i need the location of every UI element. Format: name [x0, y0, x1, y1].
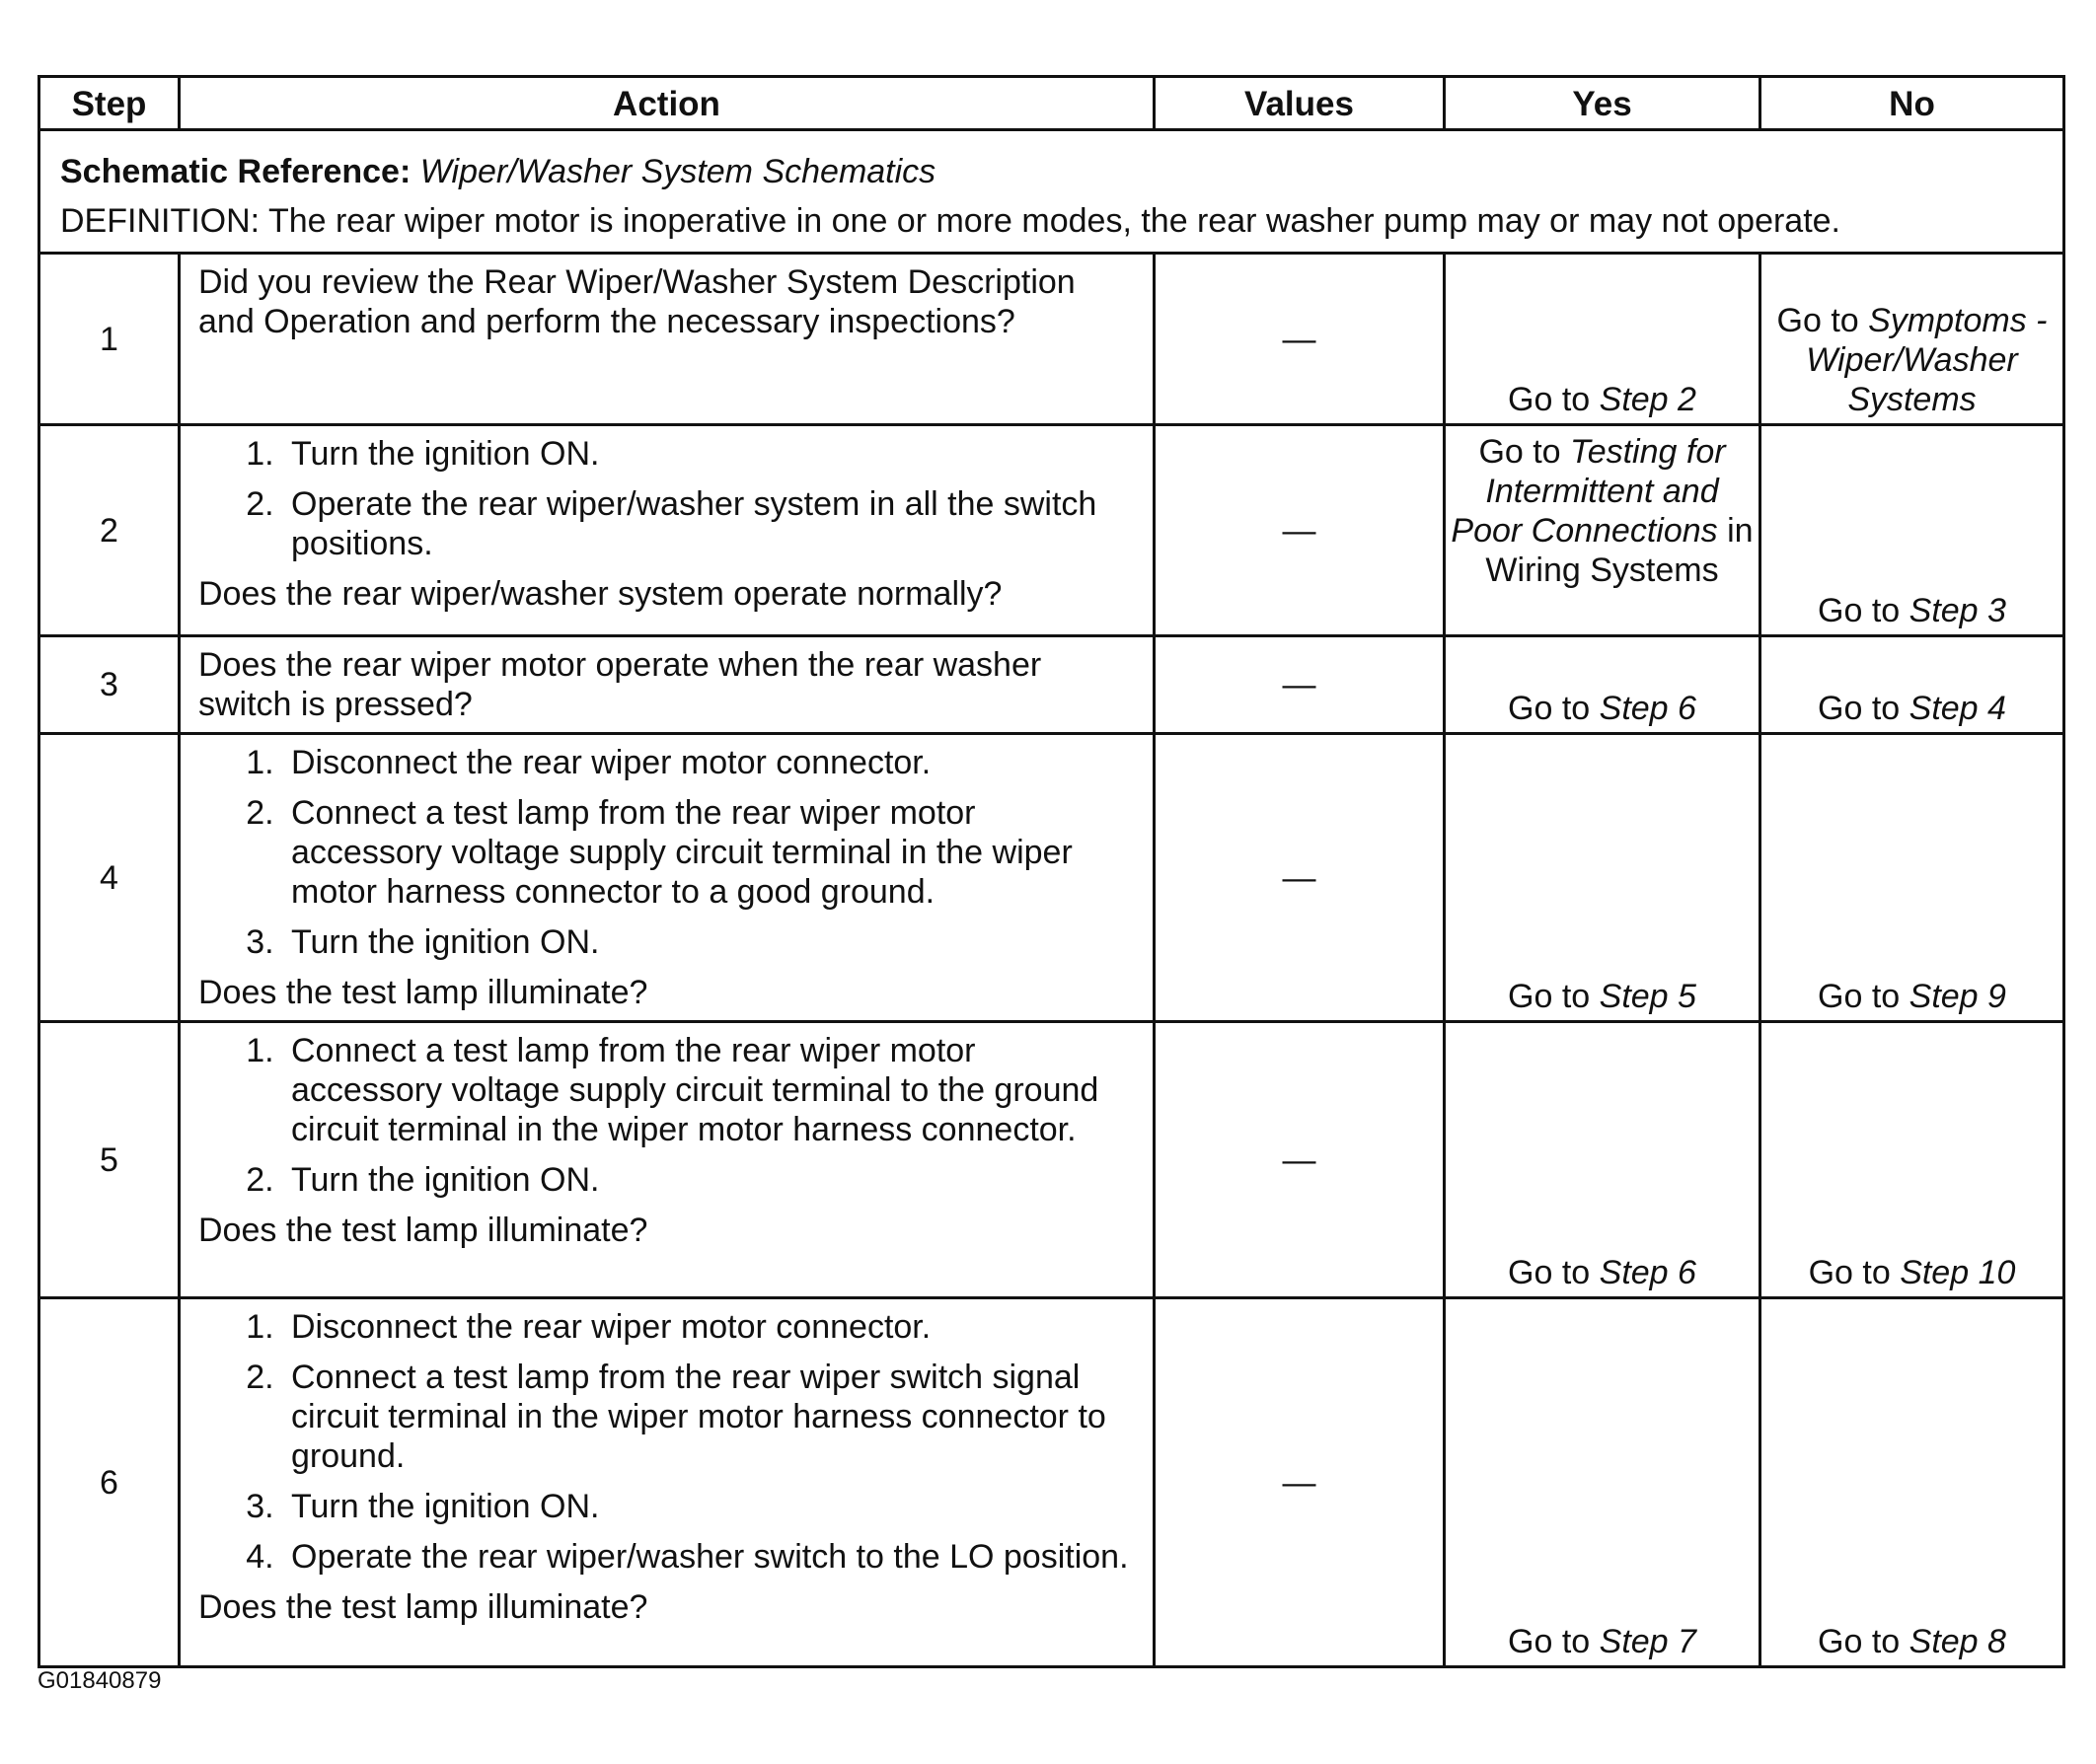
schematic-link[interactable]: Wiper/Washer System Schematics [419, 153, 936, 190]
action-cell [180, 1298, 1155, 1667]
no-prefix: Go to [1808, 1254, 1901, 1291]
table-row [39, 734, 2064, 1022]
no-cell [1760, 1298, 2064, 1667]
no-cell [1760, 425, 2064, 636]
action-cell [180, 734, 1155, 1022]
no-cell [1760, 734, 2064, 1022]
yes-mid: in [1717, 512, 1754, 550]
value-cell: — [1155, 254, 1445, 425]
action-list [198, 1031, 1135, 1200]
yes-cell [1445, 734, 1760, 1022]
action-item: 1. Disconnect the rear wiper motor connector. [283, 1307, 1135, 1347]
no-link[interactable]: Step 4 [1909, 690, 2006, 727]
yes-link[interactable]: Testing for Intermittent and Poor Connections [1451, 433, 1726, 550]
definition [60, 198, 2043, 244]
no-link[interactable]: Symptoms - Wiper/Washer Systems [1806, 302, 2048, 418]
table-row [39, 1298, 2064, 1667]
action-list [198, 1307, 1135, 1577]
action-item: 3. Turn the ignition ON. [283, 1487, 1135, 1526]
step-number: 3 [39, 636, 180, 734]
yes-link[interactable]: Step 7 [1599, 1623, 1696, 1660]
step-question: Did you review the Rear Wiper/Washer System Description and Operation and perform the necessary inspections? [198, 263, 1076, 340]
step-number: 5 [39, 1022, 180, 1298]
action-cell [180, 636, 1155, 734]
header-action: Action [180, 77, 1155, 130]
action-item: 4. Operate the rear wiper/washer switch to the LO position. [283, 1537, 1135, 1577]
yes-prefix: Go to [1478, 433, 1571, 471]
no-link[interactable]: Step 9 [1909, 978, 2006, 1015]
no-cell [1760, 1022, 2064, 1298]
value-cell: — [1155, 636, 1445, 734]
yes-cell [1445, 636, 1760, 734]
no-prefix: Go to [1818, 690, 1909, 727]
no-cell [1760, 636, 2064, 734]
header-row [39, 77, 2064, 130]
step-number: 1 [39, 254, 180, 425]
table-row [39, 425, 2064, 636]
value-cell: — [1155, 1022, 1445, 1298]
header-yes: Yes [1445, 77, 1760, 130]
step-number: 4 [39, 734, 180, 1022]
table-row [39, 254, 2064, 425]
value-cell: — [1155, 1298, 1445, 1667]
action-list [198, 434, 1135, 563]
action-item: 2. Connect a test lamp from the rear wiper switch signal circuit terminal in the wiper motor harness connector to ground. [283, 1358, 1135, 1476]
action-item: 2. Turn the ignition ON. [283, 1160, 1135, 1200]
no-link[interactable]: Step 10 [1900, 1254, 2016, 1291]
yes-prefix: Go to [1508, 1623, 1600, 1660]
yes-prefix: Go to [1508, 690, 1600, 727]
schematic-label: Schematic Reference: [60, 153, 412, 190]
header-no: No [1760, 77, 2064, 130]
value-cell: — [1155, 734, 1445, 1022]
yes-cell [1445, 254, 1760, 425]
no-prefix: Go to [1818, 1623, 1909, 1660]
action-cell [180, 254, 1155, 425]
yes-cell [1445, 1298, 1760, 1667]
action-item: 2. Operate the rear wiper/washer system in all the switch positions. [283, 484, 1135, 563]
value-cell: — [1155, 425, 1445, 636]
no-link[interactable]: Step 3 [1909, 592, 2006, 629]
no-prefix: Go to [1818, 978, 1909, 1015]
no-prefix: Go to [1818, 592, 1909, 629]
table-row [39, 636, 2064, 734]
action-cell [180, 1022, 1155, 1298]
definition-label: DEFINITION: [60, 202, 261, 240]
header-values: Values [1155, 77, 1445, 130]
no-link[interactable]: Step 8 [1909, 1623, 2006, 1660]
action-list [198, 743, 1135, 962]
no-prefix: Go to [1776, 302, 1869, 339]
action-cell [180, 425, 1155, 636]
figure-id: G01840879 [37, 1667, 162, 1694]
yes-prefix: Go to [1508, 978, 1600, 1015]
step-question: Does the test lamp illuminate? [198, 1212, 648, 1249]
yes-cell [1445, 1022, 1760, 1298]
step-number: 2 [39, 425, 180, 636]
yes-link[interactable]: Step 6 [1599, 1254, 1696, 1291]
yes-link[interactable]: Step 5 [1599, 978, 1696, 1015]
yes-link[interactable]: Step 6 [1599, 690, 1696, 727]
no-cell [1760, 254, 2064, 425]
table-row [39, 1022, 2064, 1298]
step-question: Does the rear wiper motor operate when the rear washer switch is pressed? [198, 646, 1042, 723]
diagnostic-table [37, 75, 2065, 1668]
step-question: Does the test lamp illuminate? [198, 1588, 648, 1626]
schematic-reference [60, 145, 2043, 198]
yes-prefix: Go to [1508, 1254, 1600, 1291]
definition-text: The rear wiper motor is inoperative in one or more modes, the rear washer pump may or may not operate. [267, 202, 1841, 240]
action-item: 3. Turn the ignition ON. [283, 922, 1135, 962]
action-item: 1. Disconnect the rear wiper motor connector. [283, 743, 1135, 782]
action-item: 1. Turn the ignition ON. [283, 434, 1135, 474]
yes-cell [1445, 425, 1760, 636]
step-question: Does the test lamp illuminate? [198, 974, 648, 1011]
reference-cell [39, 130, 2064, 254]
reference-row [39, 130, 2064, 254]
yes-suffix: Wiring Systems [1485, 551, 1719, 589]
step-question: Does the rear wiper/washer system operate normally? [198, 575, 1003, 613]
header-step: Step [39, 77, 180, 130]
yes-prefix: Go to [1508, 381, 1600, 418]
step-number: 6 [39, 1298, 180, 1667]
action-item: 1. Connect a test lamp from the rear wiper motor accessory voltage supply circuit terminal to the ground circuit terminal in the wiper motor harness connector. [283, 1031, 1135, 1149]
action-item: 2. Connect a test lamp from the rear wiper motor accessory voltage supply circuit terminal in the wiper motor harness connector to a good ground. [283, 793, 1135, 912]
yes-link[interactable]: Step 2 [1599, 381, 1696, 418]
